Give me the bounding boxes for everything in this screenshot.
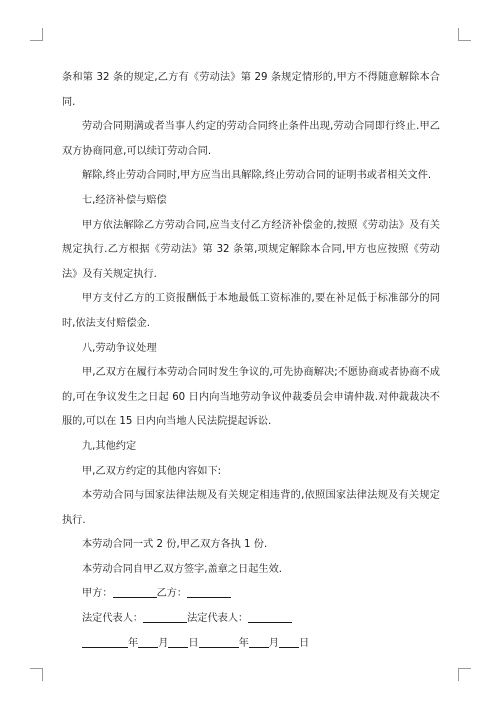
paragraph-continuation: 条和第 32 条的规定,乙方有《劳动法》第 29 条规定情形的,甲方不得随意解除本合同. bbox=[62, 72, 440, 108]
party-a-blank[interactable] bbox=[113, 586, 157, 598]
date-a-year-blank[interactable] bbox=[82, 636, 128, 648]
date-b-day-label: 日 bbox=[298, 637, 310, 649]
paragraph-effective: 本劳动合同自甲乙双方签字,盖章之日起生效. bbox=[82, 563, 283, 575]
crop-mark-bottom-right bbox=[458, 668, 471, 681]
section-heading-other: 九,其他约定 bbox=[82, 440, 137, 452]
date-b-year-blank[interactable] bbox=[199, 636, 239, 648]
rep-b-blank[interactable] bbox=[248, 611, 292, 623]
party-a-label: 甲方： bbox=[82, 588, 113, 600]
section-heading-dispute: 八,劳动争议处理 bbox=[82, 342, 157, 354]
rep-a-blank[interactable] bbox=[143, 611, 187, 623]
party-b-label: 乙方： bbox=[156, 588, 188, 600]
paragraph-severance: 甲方依法解除乙方劳动合同,应当支付乙方经济补偿金的,按照《劳动法》及有关规定执行.乙方根据《劳动法》第 32 条第,项规定解除本合同,甲方也应按照《劳动法》及有关规定执行. bbox=[62, 219, 440, 280]
date-b-year-label: 年 bbox=[238, 637, 249, 649]
paragraph-other-terms: 甲,乙双方约定的其他内容如下: bbox=[82, 465, 222, 477]
date-b-day-blank[interactable] bbox=[279, 636, 299, 648]
paragraph-copies: 本劳动合同一式 2 份,甲乙双方各执 1 份. bbox=[82, 539, 268, 551]
date-b-month-blank[interactable] bbox=[249, 636, 269, 648]
paragraph-minimum-wage: 甲方支付乙方的工资报酬低于本地最低工资标准的,要在补足低于标准部分的同时,依法支付赔偿金. bbox=[62, 293, 440, 329]
crop-mark-top-right bbox=[458, 28, 471, 41]
signature-parties-line bbox=[62, 582, 440, 607]
crop-mark-top-left bbox=[30, 28, 43, 41]
rep-a-label: 法定代表人： bbox=[82, 613, 144, 625]
date-a-month-label: 月 bbox=[158, 637, 169, 649]
date-a-day-blank[interactable] bbox=[168, 636, 188, 648]
date-a-day-label: 日 bbox=[188, 637, 199, 649]
date-b-month-label: 月 bbox=[268, 637, 279, 649]
date-a-month-blank[interactable] bbox=[138, 636, 158, 648]
signature-date-line bbox=[62, 632, 440, 657]
paragraph-contract-expiry: 劳动合同期满或者当事人约定的劳动合同终止条件出现,劳动合同即行终止.甲乙双方协商同意,可以续订劳动合同. bbox=[62, 121, 440, 157]
paragraph-termination-certificate: 解除,终止劳动合同时,甲方应当出具解除,终止劳动合同的证明书或者相关文件. bbox=[82, 170, 432, 182]
crop-mark-bottom-left bbox=[30, 668, 43, 681]
section-heading-compensation: 七,经济补偿与赔偿 bbox=[82, 194, 167, 206]
paragraph-law-precedence: 本劳动合同与国家法律法规及有关规定相违背的,依照国家法律法规及有关规定执行. bbox=[62, 490, 440, 526]
party-b-blank[interactable] bbox=[187, 586, 231, 598]
date-a-year-label: 年 bbox=[128, 637, 139, 649]
signature-reps-line bbox=[62, 607, 440, 632]
rep-b-label: 法定代表人： bbox=[187, 613, 249, 625]
document-body bbox=[62, 66, 440, 656]
paragraph-dispute-resolution: 甲,乙双方在履行本劳动合同时发生争议的,可先协商解决;不愿协商或者协商不成的,可在争议发生之日起 60 日内向当地劳动争议仲裁委员会申请仲裁.对仲裁裁决不服的,可以在 15 日内向当地人民法院提起诉讼. bbox=[62, 367, 440, 428]
